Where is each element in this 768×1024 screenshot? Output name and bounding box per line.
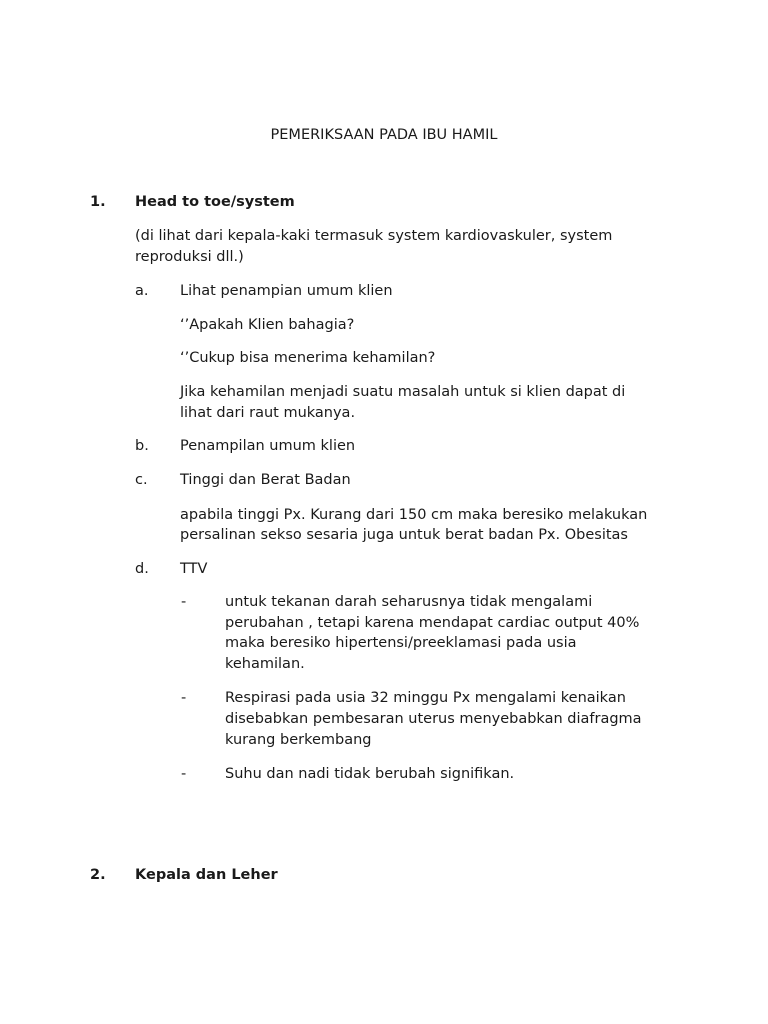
item-c-note-line-1: apabila tinggi Px. Kurang dari 150 cm maka beresiko melakukan bbox=[180, 507, 648, 523]
document-title: PEMERIKSAAN PADA IBU HAMIL bbox=[270, 127, 498, 143]
item-c-text: Tinggi dan Berat Badan bbox=[180, 472, 351, 488]
item-a-note-line-1: Jika kehamilan menjadi suatu masalah untuk si klien dapat di bbox=[180, 384, 626, 400]
item-a-quote-1: ‘’Apakah Klien bahagia? bbox=[180, 317, 355, 333]
item-a-quote-2: ‘’Cukup bisa menerima kehamilan? bbox=[180, 350, 436, 366]
item-c-letter: c. bbox=[135, 472, 148, 488]
bullet-1-marker: - bbox=[181, 594, 187, 610]
bullet-1-line-1: untuk tekanan darah seharusnya tidak mengalami bbox=[225, 594, 593, 610]
section-1-number: 1. bbox=[90, 194, 106, 210]
section-2-number: 2. bbox=[90, 867, 106, 883]
item-a-letter: a. bbox=[135, 283, 149, 299]
bullet-2-line-2: disebabkan pembesaran uterus menyebabkan diafragma bbox=[225, 711, 642, 727]
item-b-text: Penampilan umum klien bbox=[180, 438, 356, 454]
item-d-text: TTV bbox=[180, 561, 208, 577]
section-1-heading: Head to toe/system bbox=[135, 194, 295, 210]
bullet-1-line-3: maka beresiko hipertensi/preeklamasi pada usia bbox=[225, 635, 577, 651]
bullet-1-line-4: kehamilan. bbox=[225, 656, 305, 672]
bullet-2-marker: - bbox=[181, 690, 187, 706]
bullet-2-line-3: kurang berkembang bbox=[225, 732, 372, 748]
bullet-3-line-1: Suhu dan nadi tidak berubah signifikan. bbox=[225, 766, 515, 782]
bullet-2-line-1: Respirasi pada usia 32 minggu Px mengalami kenaikan bbox=[225, 690, 626, 706]
section-2-heading: Kepala dan Leher bbox=[135, 867, 278, 883]
item-a-note-line-2: lihat dari raut mukanya. bbox=[180, 405, 356, 421]
bullet-3-marker: - bbox=[181, 766, 187, 782]
section-1-intro-line-2: reproduksi dll.) bbox=[135, 249, 244, 265]
item-a-text: Lihat penampian umum klien bbox=[180, 283, 393, 299]
bullet-1-line-2: perubahan , tetapi karena mendapat cardiac output 40% bbox=[225, 615, 640, 631]
item-d-letter: d. bbox=[135, 561, 149, 577]
item-b-letter: b. bbox=[135, 438, 149, 454]
section-1-intro-line-1: (di lihat dari kepala-kaki termasuk system kardiovaskuler, system bbox=[135, 228, 613, 244]
item-c-note-line-2: persalinan sekso sesaria juga untuk berat badan Px. Obesitas bbox=[180, 527, 628, 543]
